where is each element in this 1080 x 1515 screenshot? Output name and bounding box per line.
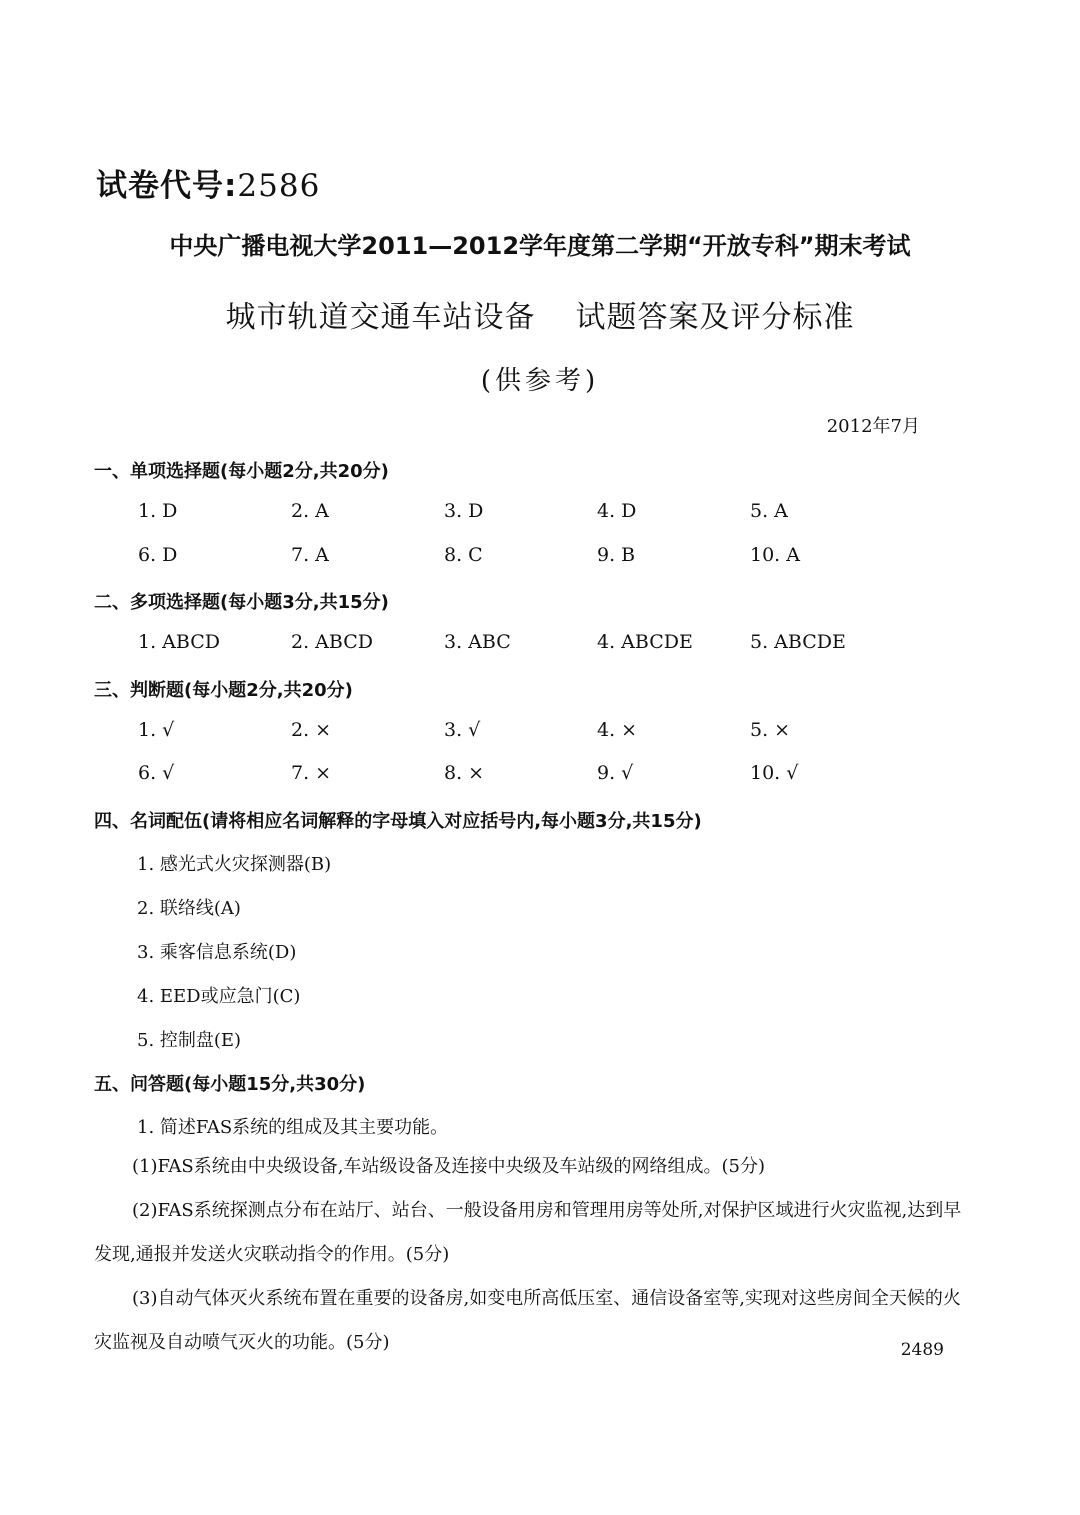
- section-2-title: 二、多项选择题(每小题3分,共15分): [94, 592, 389, 613]
- match-item-1: 1. 感光式火灾探测器(B): [137, 854, 332, 875]
- question-1: 1. 简述FAS系统的组成及其主要功能。: [137, 1117, 449, 1138]
- answer-5: 5. A: [750, 500, 788, 522]
- section-3-row-1: [138, 719, 903, 741]
- paper-code: [96, 160, 320, 205]
- match-item-2: 2. 联络线(A): [137, 898, 241, 919]
- subject-suffix: 试题答案及评分标准: [575, 300, 855, 335]
- answer-7: 7. A: [291, 544, 329, 566]
- section-3-row-2: [138, 762, 903, 784]
- answer-2: 2. ABCD: [291, 631, 373, 653]
- reference-note: (供参考): [480, 366, 600, 396]
- answer-8: 8. C: [444, 544, 483, 566]
- answer-1: 1. D: [138, 500, 178, 522]
- section-1-row-2: [138, 544, 903, 566]
- answer-2: 2. A: [291, 500, 329, 522]
- section-4-title: 四、名词配伍(请将相应名词解释的字母填入对应括号内,每小题3分,共15分): [94, 811, 702, 832]
- section-2-row-1: [138, 631, 903, 653]
- answer-9: 9. B: [597, 544, 636, 566]
- answer-4: 4. D: [597, 500, 637, 522]
- match-item-3: 3. 乘客信息系统(D): [137, 942, 297, 963]
- answer-5: 5. ABCDE: [750, 631, 846, 653]
- answer-3: 3. D: [444, 500, 484, 522]
- section-1-title: 一、单项选择题(每小题2分,共20分): [94, 461, 389, 482]
- section-3-title: 三、判断题(每小题2分,共20分): [94, 680, 353, 701]
- document-date: 2012年7月: [826, 416, 920, 437]
- answer-9: 9. √: [597, 762, 634, 784]
- answer-1: 1. √: [138, 719, 175, 741]
- page-number: 2489: [900, 1340, 944, 1360]
- answer-4: 4. ×: [597, 719, 638, 741]
- answer-4: 4. ABCDE: [597, 631, 693, 653]
- answer-5: 5. ×: [750, 719, 791, 741]
- answer-3: 3. √: [444, 719, 481, 741]
- section-1-row-1: [138, 500, 903, 522]
- paper-code-number: 2586: [237, 168, 321, 204]
- match-item-5: 5. 控制盘(E): [137, 1030, 242, 1051]
- answer-10: 10. A: [750, 544, 800, 566]
- answer-6: 6. √: [138, 762, 175, 784]
- answer-7: 7. ×: [291, 762, 332, 784]
- answer-3: 3. ABC: [444, 631, 511, 653]
- answer-10: 10. √: [750, 762, 799, 784]
- section-5-title: 五、问答题(每小题15分,共30分): [94, 1074, 366, 1095]
- answer-6: 6. D: [138, 544, 178, 566]
- answer-paragraph-3: (3)自动气体灭火系统布置在重要的设备房,如变电所高低压室、通信设备室等,实现对这些房间全天候的火灾监视及自动喷气灭火的功能。(5分): [94, 1288, 961, 1353]
- answer-8: 8. ×: [444, 762, 485, 784]
- match-item-4: 4. EED或应急门(C): [137, 986, 301, 1007]
- paper-code-label: 试卷代号:: [96, 168, 238, 204]
- subject-title: [0, 292, 1080, 336]
- subject-name: 城市轨道交通车站设备: [225, 300, 536, 335]
- answer-1: 1. ABCD: [138, 631, 220, 653]
- exam-title: 中央广播电视大学2011—2012学年度第二学期“开放专科”期末考试: [169, 232, 911, 260]
- answer-2: 2. ×: [291, 719, 332, 741]
- answer-paragraph-1: (1)FAS系统由中央级设备,车站级设备及连接中央级及车站级的网络组成。(5分): [132, 1156, 765, 1177]
- answer-paragraph-2: (2)FAS系统探测点分布在站厅、站台、一般设备用房和管理用房等处所,对保护区域进行火灾监视,达到早发现,通报并发送火灾联动指令的作用。(5分): [94, 1200, 962, 1265]
